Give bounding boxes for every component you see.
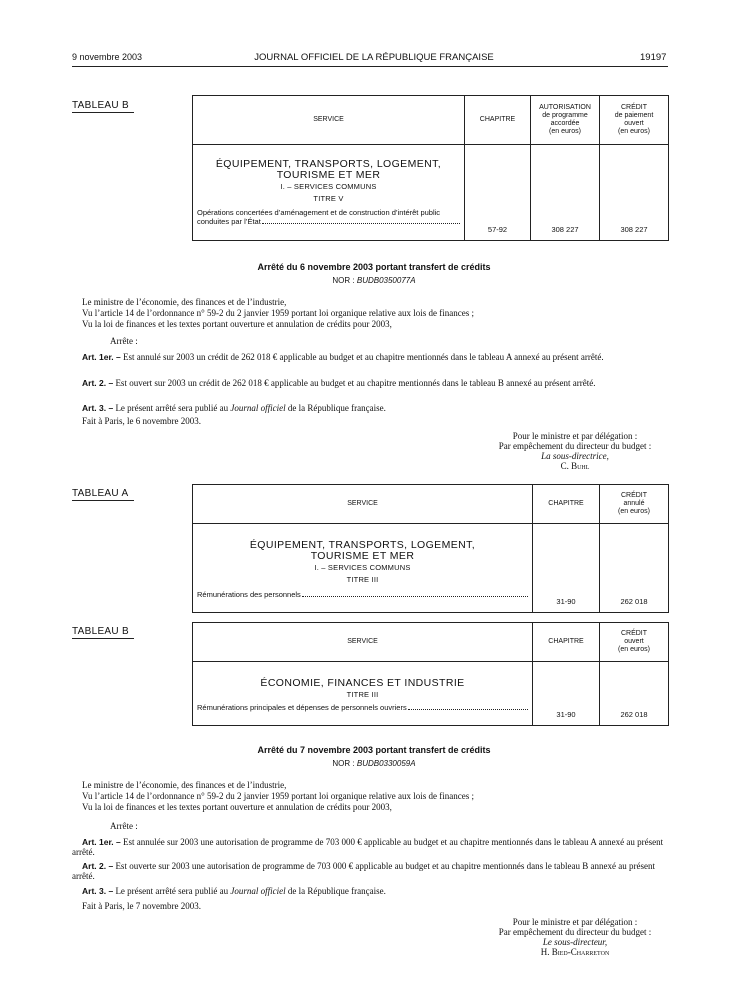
arrete1-article-1: Art. 1er. – Est annulé sur 2003 un crédit de 262 018 € applicable au budget et au chapitre mentionnés dans le tableau A annexé au présent arrêté.: [82, 352, 604, 362]
table2-col-chapitre: CHAPITRE: [533, 485, 600, 524]
table2-label: TABLEAU A: [72, 488, 134, 501]
arrete2-visa-2: Vu l’article 14 de l’ordonnance n° 59-2 du 2 janvier 1959 portant loi organique relative aux lois de finances ;: [82, 791, 475, 801]
header-rule: [72, 66, 668, 67]
arrete2-article-2: Art. 2. – Est ouverte sur 2003 une autorisation de programme de 703 000 € applicable au budget et au chapitre mentionnés dans le tableau B annexé au présent arrêté.: [72, 861, 656, 881]
arrete2-visa-1: Le ministre de l’économie, des finances et de l’industrie,: [82, 780, 287, 790]
table1-line-label: Opérations concertées d’aménagement et de construction d’intérêt public conduites par l’État: [193, 208, 464, 226]
header-journal-title: JOURNAL OFFICIEL DE LA RÉPUBLIQUE FRANÇAISE: [254, 52, 494, 63]
table3-label: TABLEAU B: [72, 626, 134, 639]
arrete2-arrete: Arrête :: [110, 821, 138, 831]
arrete2-title: Arrêté du 7 novembre 2003 portant transfert de crédits: [257, 745, 491, 755]
table3-titre: TITRE III: [346, 690, 379, 699]
table2: [192, 484, 669, 613]
arrete2-visa-3: Vu la loi de finances et les textes portant ouverture et annulation de crédits pour 2003,: [82, 802, 392, 812]
table3-col-credit: CRÉDIT ouvert (en euros): [600, 623, 669, 662]
table3-line-label: Rémunérations principales et dépenses de personnels ouvriers: [193, 703, 532, 712]
table2-credit: 262 018: [600, 524, 669, 613]
arrete1-nor: NOR : BUDB0350077A: [332, 276, 416, 285]
table1-col-credit: CRÉDIT de paiement ouvert (en euros): [600, 96, 669, 145]
table3-credit: 262 018: [600, 662, 669, 726]
arrete2-fait: Fait à Paris, le 7 novembre 2003.: [82, 901, 201, 911]
table3-col-service: SERVICE: [193, 623, 533, 662]
arrete2-article-3: Art. 3. – Le présent arrêté sera publié au Journal officiel de la République française.: [82, 886, 386, 896]
arrete1-visa-1: Le ministre de l’économie, des finances et de l’industrie,: [82, 297, 287, 307]
arrete1-signature: Pour le ministre et par délégation : Par empêchement du directeur du budget : La sous-directrice, C. Buhl: [498, 431, 652, 471]
header-date: 9 novembre 2003: [72, 52, 143, 62]
arrete1-article-2: Art. 2. – Est ouvert sur 2003 un crédit de 262 018 € applicable au budget et au chapitre mentionnés dans le tableau B annexé au présent arrêté.: [82, 378, 596, 388]
arrete1-article-3: Art. 3. – Le présent arrêté sera publié au Journal officiel de la République française.: [82, 403, 386, 413]
arrete2-article-1: Art. 1er. – Est annulée sur 2003 une autorisation de programme de 703 000 € applicable au budget et au chapitre mentionnés dans le tableau A annexé au présent arrêté.: [72, 837, 664, 857]
arrete1-arrete: Arrête :: [110, 336, 138, 346]
arrete1-visa-3: Vu la loi de finances et les textes portant ouverture et annulation de crédits pour 2003,: [82, 319, 392, 329]
table1-titre: TITRE V: [313, 194, 344, 203]
table1-col-chapitre: CHAPITRE: [465, 96, 531, 145]
table1-service-cell: [193, 145, 465, 241]
table1-chapitre: 57-92: [465, 145, 531, 241]
table2-col-credit: CRÉDIT annulé (en euros): [600, 485, 669, 524]
table1-col-service: SERVICE: [193, 96, 465, 145]
table2-titre: TITRE III: [346, 575, 379, 584]
table1-autorisation: 308 227: [531, 145, 600, 241]
table3-chapitre: 31-90: [533, 662, 600, 726]
header-page-number: 19197: [640, 52, 667, 63]
table2-service-cell: [193, 524, 533, 613]
table2-ministry: ÉQUIPEMENT, TRANSPORTS, LOGEMENT, TOURISME ET MER: [249, 539, 476, 562]
arrete1-fait: Fait à Paris, le 6 novembre 2003.: [82, 416, 201, 426]
table2-line-label: Rémunérations des personnels: [193, 590, 532, 599]
arrete1-title: Arrêté du 6 novembre 2003 portant transfert de crédits: [257, 262, 491, 272]
table1-credit: 308 227: [600, 145, 669, 241]
table1-section: I. – SERVICES COMMUNS: [280, 182, 377, 191]
table1: [192, 95, 669, 241]
arrete1-visa-2: Vu l’article 14 de l’ordonnance n° 59-2 du 2 janvier 1959 portant loi organique relative aux lois de finances ;: [82, 308, 475, 318]
arrete2-nor: NOR : BUDB0330059A: [332, 759, 416, 768]
table1-col-autorisation: AUTORISATION de programme accordée (en euros): [531, 96, 600, 145]
table1-label: TABLEAU B: [72, 100, 134, 113]
table2-chapitre: 31-90: [533, 524, 600, 613]
table2-section: I. – SERVICES COMMUNS: [314, 563, 411, 572]
table3-service-cell: [193, 662, 533, 726]
table3-ministry: ÉCONOMIE, FINANCES ET INDUSTRIE: [260, 677, 465, 689]
table2-col-service: SERVICE: [193, 485, 533, 524]
table3-col-chapitre: CHAPITRE: [533, 623, 600, 662]
table1-ministry: ÉQUIPEMENT, TRANSPORTS, LOGEMENT, TOURISME ET MER: [215, 158, 442, 181]
arrete2-signature: Pour le ministre et par délégation : Par empêchement du directeur du budget : Le sous-directeur, H. Bied-Charreton: [498, 917, 652, 957]
table3: [192, 622, 669, 726]
